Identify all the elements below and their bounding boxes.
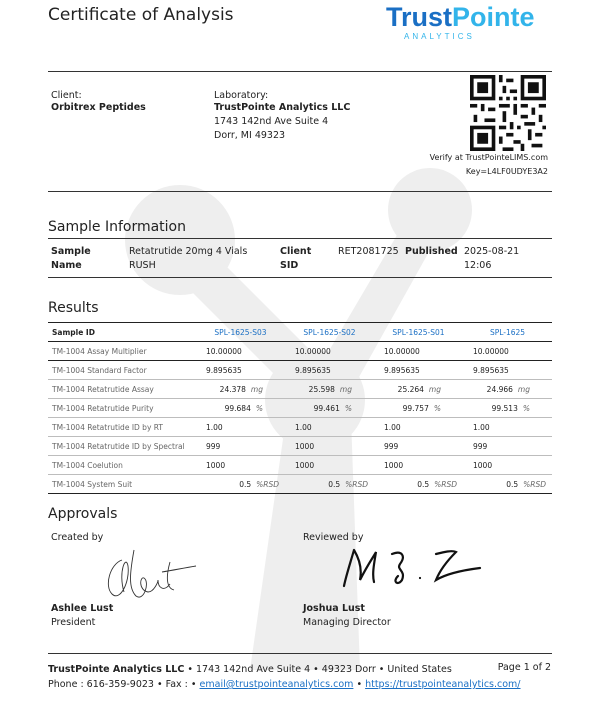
result-value: 10.00000	[473, 346, 509, 356]
page-number: Page 1 of 2	[497, 662, 551, 673]
result-cell	[463, 418, 552, 437]
table-row	[48, 456, 552, 475]
result-cell	[196, 475, 285, 494]
result-value: 1000	[473, 460, 493, 470]
result-value: 1000	[206, 460, 226, 470]
result-unit: mg	[339, 384, 352, 394]
footer-rule	[48, 653, 552, 654]
result-cell	[285, 418, 374, 437]
logo-tagline: ANALYTICS	[404, 32, 475, 41]
logo-name-part1: Trust	[386, 2, 453, 32]
row-label: TM-1004 Retatrutide ID by Spectral	[48, 437, 196, 456]
laboratory-label: Laboratory:	[214, 90, 269, 101]
created-by-name: Ashlee Lust	[51, 603, 114, 614]
sample-name-value-line1: Retatrutide 20mg 4 Vials	[129, 246, 248, 257]
column-header: SPL-1625	[463, 323, 552, 342]
table-row	[48, 342, 552, 361]
client-sid-label-line2: SID	[280, 260, 299, 271]
published-label: Published	[405, 246, 458, 257]
result-cell	[463, 437, 552, 456]
result-unit: mg	[250, 384, 263, 394]
row-label: TM-1004 Retatrutide Assay	[48, 380, 196, 399]
result-cell	[374, 399, 463, 418]
result-value: 1.00	[384, 422, 401, 432]
result-value: 9.895635	[384, 365, 420, 375]
sample-info-bottom-rule	[48, 277, 552, 278]
table-row	[48, 399, 552, 418]
result-cell	[285, 437, 374, 456]
result-cell	[196, 418, 285, 437]
result-value: 9.895635	[206, 365, 242, 375]
result-value: 1000	[295, 460, 315, 470]
result-cell	[285, 361, 374, 380]
published-date: 2025-08-21	[464, 246, 520, 257]
result-cell	[463, 380, 552, 399]
result-cell	[463, 399, 552, 418]
result-cell	[285, 342, 374, 361]
column-header: SPL-1625-S02	[285, 323, 374, 342]
table-row	[48, 475, 552, 494]
result-value: 25.264	[397, 384, 424, 394]
result-unit: %	[522, 403, 530, 413]
result-cell	[196, 380, 285, 399]
result-cell	[374, 475, 463, 494]
row-label: TM-1004 Coelution	[48, 456, 196, 475]
result-cell	[285, 475, 374, 494]
result-value: 24.378	[219, 384, 246, 394]
result-value: 1000	[295, 441, 315, 451]
lab-address-line1: 1743 142nd Ave Suite 4	[214, 116, 329, 127]
footer-contact-line	[48, 679, 521, 690]
result-value: 99.684	[224, 403, 251, 413]
result-value: 1000	[384, 460, 404, 470]
result-cell	[285, 380, 374, 399]
footer-company-line	[48, 664, 452, 675]
result-value: 0.5	[417, 479, 430, 489]
row-label: TM-1004 Retatrutide Purity	[48, 399, 196, 418]
document-title: Certificate of Analysis	[48, 5, 234, 25]
table-row	[48, 361, 552, 380]
result-cell	[374, 437, 463, 456]
result-value: 10.00000	[295, 346, 331, 356]
sample-name-value	[129, 245, 247, 273]
results-heading: Results	[48, 300, 99, 316]
footer-email-link[interactable]: email@trustpointeanalytics.com	[199, 679, 354, 690]
result-cell	[374, 380, 463, 399]
result-cell	[196, 456, 285, 475]
header-rule	[48, 71, 552, 72]
result-unit: %RSD	[256, 479, 279, 489]
signature-joshua-lust	[340, 540, 490, 590]
footer-phone: Phone : 616-359-9023 • Fax : •	[48, 679, 197, 690]
result-value: 99.513	[491, 403, 518, 413]
published-value	[464, 245, 519, 273]
result-value: 1.00	[206, 422, 223, 432]
sample-id-header: Sample ID	[48, 323, 196, 342]
qr-code[interactable]	[470, 75, 546, 151]
result-cell	[285, 456, 374, 475]
result-cell	[285, 399, 374, 418]
approvals-heading: Approvals	[48, 506, 118, 522]
sample-name-label	[51, 245, 91, 273]
table-row	[48, 437, 552, 456]
result-cell	[374, 342, 463, 361]
result-unit: mg	[517, 384, 530, 394]
footer-separator: •	[356, 679, 363, 690]
lab-address-line2: Dorr, MI 49323	[214, 130, 286, 141]
created-by-label: Created by	[51, 532, 104, 543]
row-label: TM-1004 System Suit	[48, 475, 196, 494]
result-unit: %	[344, 403, 352, 413]
footer-company: TrustPointe Analytics LLC	[48, 664, 185, 675]
result-cell	[374, 456, 463, 475]
result-cell	[374, 361, 463, 380]
column-header: SPL-1625-S01	[374, 323, 463, 342]
results-table	[48, 322, 552, 494]
result-value: 0.5	[506, 479, 519, 489]
table-row	[48, 418, 552, 437]
trustpointe-logo	[386, 0, 546, 46]
result-cell	[463, 342, 552, 361]
result-unit: %	[433, 403, 441, 413]
client-label: Client:	[51, 90, 82, 101]
result-cell	[196, 342, 285, 361]
reviewed-by-label: Reviewed by	[303, 532, 364, 543]
result-value: 99.461	[313, 403, 340, 413]
result-cell	[374, 418, 463, 437]
created-by-title: President	[51, 617, 96, 628]
result-cell	[196, 399, 285, 418]
result-value: 10.00000	[206, 346, 242, 356]
result-value: 999	[473, 441, 488, 451]
logo-name-part2: Pointe	[452, 2, 535, 32]
result-unit: %	[255, 403, 263, 413]
verify-text: Verify at TrustPointeLIMS.com	[429, 153, 548, 162]
client-sid-value: RET2081725	[338, 246, 399, 257]
results-header-row	[48, 323, 552, 342]
result-value: 24.966	[486, 384, 513, 394]
lab-name: TrustPointe Analytics LLC	[214, 102, 351, 113]
table-row	[48, 380, 552, 399]
result-unit: %RSD	[434, 479, 457, 489]
result-value: 1.00	[295, 422, 312, 432]
result-unit: %RSD	[523, 479, 546, 489]
signature-ashlee-lust	[100, 542, 210, 604]
result-value: 0.5	[328, 479, 341, 489]
result-value: 999	[384, 441, 399, 451]
result-cell	[463, 475, 552, 494]
row-label: TM-1004 Standard Factor	[48, 361, 196, 380]
sample-name-value-line2: RUSH	[129, 260, 156, 271]
row-label: TM-1004 Retatrutide ID by RT	[48, 418, 196, 437]
reviewed-by-name: Joshua Lust	[303, 603, 365, 614]
reviewed-by-title: Managing Director	[303, 617, 391, 628]
header-bottom-rule	[48, 191, 552, 192]
column-header: SPL-1625-S03	[196, 323, 285, 342]
client-sid-label-line1: Client	[280, 246, 312, 257]
result-unit: %RSD	[345, 479, 368, 489]
result-value: 9.895635	[473, 365, 509, 375]
result-cell	[196, 437, 285, 456]
sample-name-label-line2: Name	[51, 260, 82, 271]
verification-key: Key=L4LF0UDYE3A2	[465, 167, 548, 176]
result-value: 99.757	[402, 403, 429, 413]
result-cell	[196, 361, 285, 380]
row-label: TM-1004 Assay Multiplier	[48, 342, 196, 361]
result-value: 9.895635	[295, 365, 331, 375]
client-name: Orbitrex Peptides	[51, 102, 146, 113]
result-value: 1.00	[473, 422, 490, 432]
result-value: 0.5	[239, 479, 252, 489]
result-value: 999	[206, 441, 221, 451]
footer-address: • 1743 142nd Ave Suite 4 • 49323 Dorr • United States	[187, 664, 452, 675]
result-cell	[463, 456, 552, 475]
sample-info-top-rule	[48, 238, 552, 239]
sample-name-label-line1: Sample	[51, 246, 91, 257]
result-value: 10.00000	[384, 346, 420, 356]
client-sid-label	[280, 245, 311, 273]
result-value: 25.598	[308, 384, 335, 394]
result-cell	[463, 361, 552, 380]
result-unit: mg	[428, 384, 441, 394]
published-time: 12:06	[464, 260, 492, 271]
footer-website-link[interactable]: https://trustpointeanalytics.com/	[365, 679, 521, 690]
sample-information-heading: Sample Information	[48, 219, 186, 235]
